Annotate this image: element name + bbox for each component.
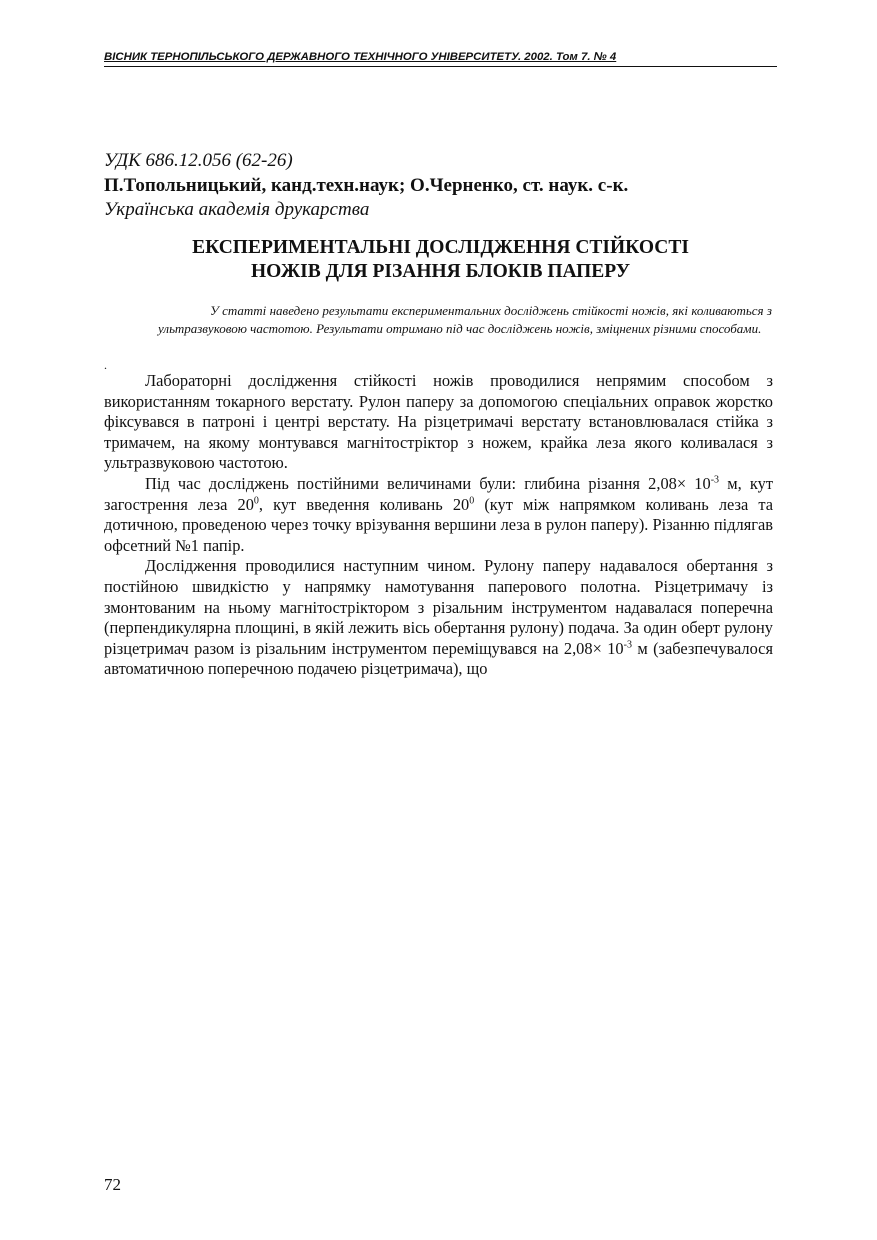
p2-text-d: (кут між напрямком коливань леза та дотичною, проведеною через точку врізування вершини леза в рулон паперу). Різанню підлягав офсетний №1 папір. [104,494,773,555]
p2-text-a: Під час досліджень постійними величинами були: глибина різання 2,08× 10 [145,473,711,493]
p2-text-c: , кут введення коливань 20 [258,494,470,514]
p3-superscript: -3 [623,639,632,651]
p2-superscript-2: 0 [253,495,259,507]
affiliation: Українська академія друкарства [104,199,370,220]
paragraph-2 [104,474,773,556]
stray-mark: . [104,358,107,372]
abstract: У статті наведено результати експериментальних досліджень стійкості ножів, які коливаються з ультразвуковою частотою. Результати отримано під час досліджень ножів, зміцнених різними способами. [158,303,772,336]
title-line-1: ЕКСПЕРИМЕНТАЛЬНІ ДОСЛІДЖЕННЯ СТІЙКОСТІ [192,237,689,258]
article-body [104,371,773,680]
title-line-2: НОЖІВ ДЛЯ РІЗАННЯ БЛОКІВ ПАПЕРУ [250,261,631,282]
authors: П.Топольницький, канд.техн.наук; О.Черненко, ст. наук. с-к. [104,175,629,196]
udk-code: УДК 686.12.056 (62-26) [104,150,293,171]
journal-title: ВІСНИК ТЕРНОПІЛЬСЬКОГО ДЕРЖАВНОГО ТЕХНІЧНОГО УНІВЕРСИТЕТУ. 2002. Том 7. № 4 [104,51,617,63]
paragraph-3 [104,556,773,680]
p3-text-a: Дослідження проводилися наступним чином. Рулону паперу надавалося обертання з постійною швидкістю у напрямку намотування паперового полотна. Різцетримачу із змонтованим на ньому магнітостріктором з різальним інструментом надавалася поперечна (перпендикулярна площині, в якій лежить вісь обертання рулону) подача. За один оберт рулону різцетримач разом із різальним інструментом переміщувався на 2,08× 10 [104,556,773,658]
p2-text-b: м, кут загострення леза 20 [104,473,773,514]
p2-superscript-3: 0 [469,495,475,507]
p2-superscript-1: -3 [710,474,720,486]
running-head [104,50,777,67]
p3-text-b: м (забезпечувалося автоматичною поперечною подачею різцетримача), що [104,638,773,679]
article-title [104,236,777,284]
paragraph-1: Лабораторні дослідження стійкості ножів проводилися непрямим способом з використанням токарного верстату. Рулон паперу за допомогою спеціальних оправок жорстко фіксувався в патроні і центрі верстату. На різцетримачі верстату встановлювалася стійка з тримачем, на якому монтувався магнітостріктор з ножем, крайка леза якого коливалася з ультразвуковою частотою. [104,371,773,473]
page-number: 72 [104,1175,121,1194]
